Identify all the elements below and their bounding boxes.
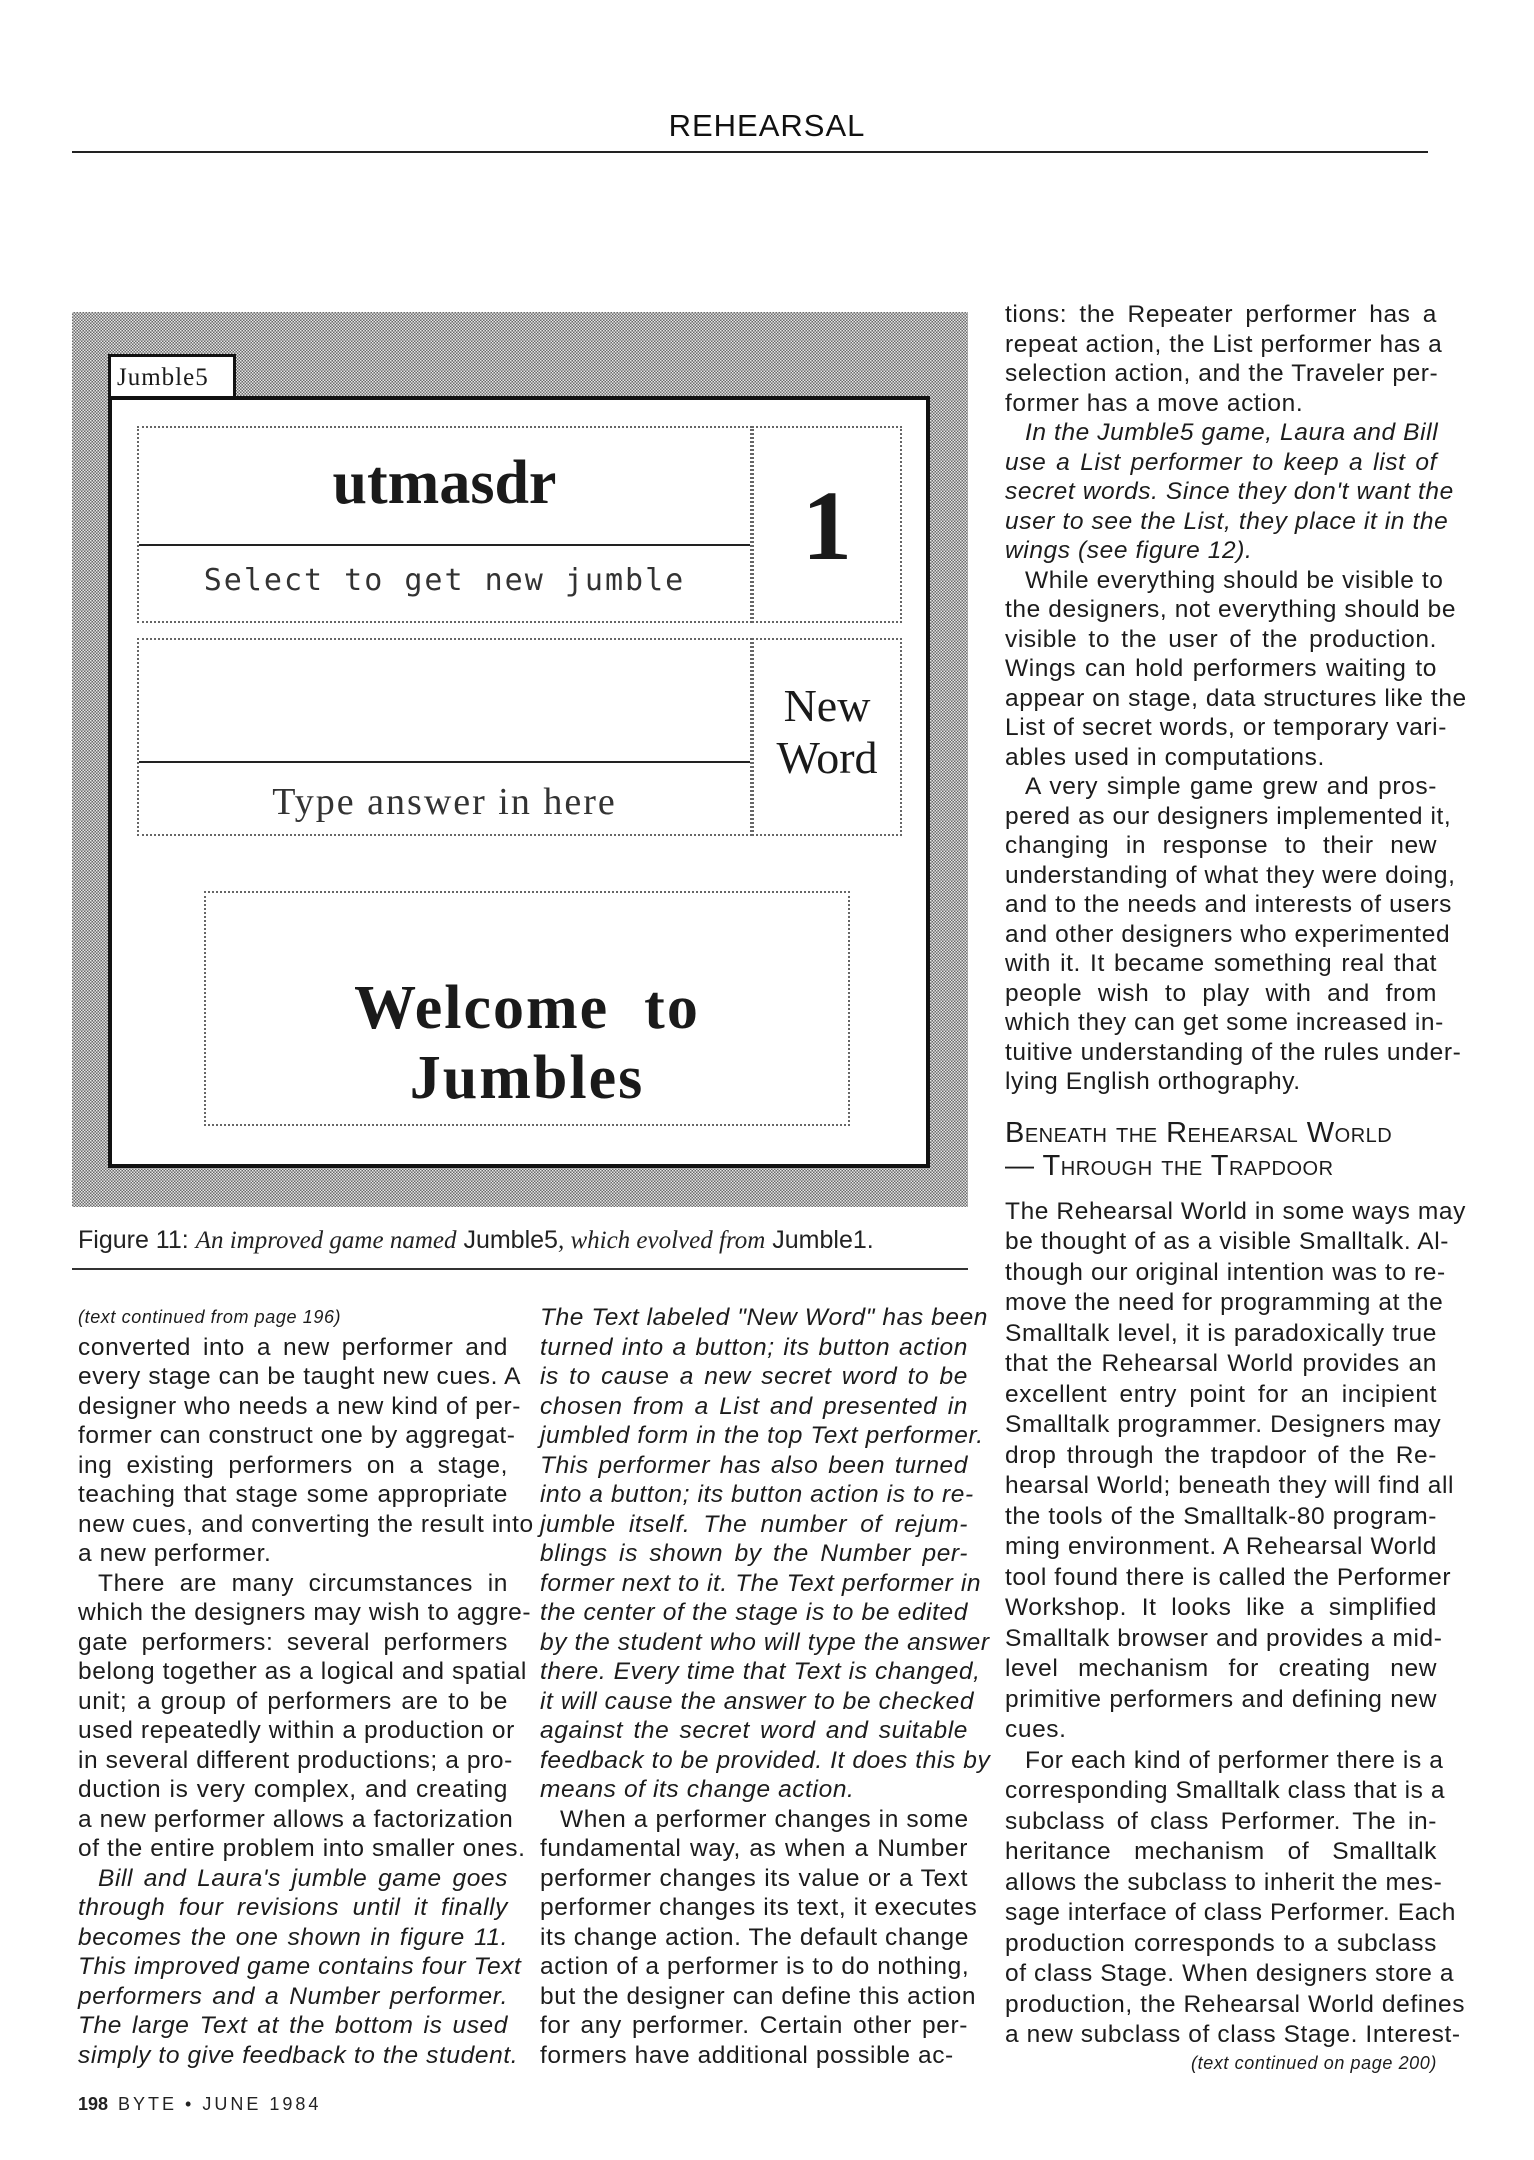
figure-jumble5-screenshot: [72, 312, 968, 1207]
text-line: former next to it. The Text performer in: [540, 1569, 982, 1597]
text-line: the tools of the Smalltalk-80 program-: [1005, 1502, 1437, 1530]
text-line: wings (see figure 12).: [1005, 537, 1253, 564]
text-line: of class Stage. When designers store a: [1005, 1960, 1455, 1987]
text-line: lying English orthography.: [1005, 1068, 1301, 1095]
text-line: the center of the stage is to be edited: [540, 1599, 968, 1626]
text-line: Wings can hold performers waiting to: [1005, 655, 1437, 682]
section-heading-line1: Beneath the Rehearsal World: [1005, 1116, 1393, 1149]
text-line: ing existing performers on a stage,: [78, 1451, 508, 1479]
text-line: teaching that stage some appropriate: [78, 1481, 508, 1508]
text-line: a new performer.: [78, 1540, 272, 1567]
jumbled-word: utmasdr: [332, 449, 557, 517]
text-line: This performer has also been turned: [540, 1451, 968, 1479]
stage-window: [108, 396, 930, 1168]
text-line: into a button; its button action is to re-: [540, 1481, 974, 1508]
divider: [139, 761, 750, 763]
text-line: corresponding Smalltalk class that is a: [1005, 1777, 1446, 1804]
text-line: For each kind of performer there is a: [1025, 1746, 1444, 1774]
text-line: Smalltalk browser and provides a mid-: [1005, 1624, 1443, 1652]
text-line: production, the Rehearsal World defines: [1005, 1990, 1466, 2018]
text-line: but the designer can define this action: [540, 1982, 977, 2010]
text-line: cues.: [1005, 1716, 1067, 1743]
text-line: designer who needs a new kind of per-: [78, 1392, 522, 1420]
figure-caption: [78, 1226, 874, 1255]
text-line: sage interface of class Performer. Each: [1005, 1899, 1456, 1926]
text-line: with it. It became something real that: [1005, 950, 1437, 977]
text-line: selection action, and the Traveler per-: [1005, 360, 1439, 387]
continued-from-note: (text continued from page 196): [78, 1307, 342, 1327]
text-line: level mechanism for creating new: [1005, 1655, 1437, 1682]
text-line: The Rehearsal World in some ways may: [1005, 1197, 1466, 1225]
text-line: primitive performers and defining new: [1005, 1685, 1437, 1713]
answer-input[interactable]: [139, 640, 750, 760]
text-line: converted into a new performer and: [78, 1333, 508, 1361]
text-line: jumble itself. The number of rejum-: [540, 1510, 968, 1538]
text-line: that the Rehearsal World provides an: [1005, 1350, 1437, 1377]
paragraph: [78, 1864, 522, 2071]
text-line: ming environment. A Rehearsal World: [1005, 1533, 1437, 1560]
text-line: tuitive understanding of the rules under-: [1005, 1038, 1462, 1066]
text-line: hearsal World; beneath they will find all: [1005, 1472, 1455, 1499]
paragraph: [1005, 566, 1467, 773]
text-line: performer changes its value or a Text: [540, 1864, 968, 1892]
text-line: feedback to be provided. It does this by: [540, 1746, 991, 1774]
text-line: turned into a button; its button action: [540, 1333, 968, 1361]
text-line: simply to give feedback to the student.: [78, 2041, 519, 2069]
text-line: tions: the Repeater performer has a: [1005, 301, 1437, 328]
text-line: through four revisions until it finally: [78, 1894, 508, 1921]
text-line: understanding of what they were doing,: [1005, 861, 1456, 889]
text-line: Smalltalk programmer. Designers may: [1005, 1411, 1442, 1438]
rejumble-count: 1: [802, 470, 852, 581]
text-line: every stage can be taught new cues. A: [78, 1363, 522, 1390]
answer-text-performer[interactable]: [137, 638, 752, 836]
text-line: which the designers may wish to aggre-: [78, 1599, 532, 1626]
caption-text: , which evolved from: [557, 1227, 766, 1254]
text-line: chosen from a List and presented in: [540, 1392, 968, 1420]
new-word-label-line2: Word: [776, 732, 878, 783]
text-line: user to see the List, they place it in the: [1005, 507, 1449, 535]
feedback-text-performer: [204, 891, 850, 1126]
text-line: jumbled form in the top Text performer.: [540, 1422, 984, 1449]
page-footer: [78, 2094, 321, 2115]
new-word-button[interactable]: [752, 638, 902, 836]
section-heading-line2: — Through the Trapdoor: [1005, 1149, 1334, 1182]
text-column-3: [1005, 300, 1467, 2074]
text-line: a new performer allows a factorization: [78, 1805, 514, 1833]
text-line: former can construct one by aggregat-: [78, 1422, 516, 1449]
continued-on-note: (text continued on page 200): [1191, 2052, 1437, 2073]
text-line: though our original intention was to re-: [1005, 1258, 1446, 1286]
feedback-line1: Welcome to: [354, 974, 700, 1042]
text-line: performer changes its text, it executes: [540, 1894, 978, 1921]
text-line: in several different productions; a pro-: [78, 1746, 513, 1774]
divider: [139, 544, 750, 546]
text-column-1: [78, 1303, 534, 2070]
text-line: visible to the user of the production.: [1005, 625, 1437, 653]
text-line: tool found there is called the Performer: [1005, 1563, 1452, 1591]
text-line: heritance mechanism of Smalltalk: [1005, 1838, 1437, 1865]
new-word-label-line1: New: [783, 680, 871, 731]
text-line: performers and a Number performer.: [78, 1982, 508, 2010]
text-line: This improved game contains four Text: [78, 1953, 522, 1980]
caption-name: Jumble5: [463, 1226, 558, 1254]
text-line: subclass of class Performer. The in-: [1005, 1807, 1437, 1835]
feedback-line2: Jumbles: [409, 1044, 645, 1112]
text-column-2: [540, 1303, 991, 2070]
text-line: changing in response to their new: [1005, 832, 1437, 859]
text-line: former has a move action.: [1005, 389, 1304, 417]
text-line: a new subclass of class Stage. Interest-: [1005, 2021, 1461, 2048]
paragraph: [1005, 1197, 1466, 1746]
caption-name: Jumble1.: [772, 1226, 874, 1254]
text-line: repeat action, the List performer has a: [1005, 330, 1443, 358]
text-line: there. Every time that Text is changed,: [540, 1658, 981, 1685]
running-head: REHEARSAL: [668, 108, 866, 143]
caption-label: Figure 11:: [78, 1226, 189, 1254]
text-line: blings is shown by the Number per-: [540, 1540, 968, 1567]
paragraph: [540, 1303, 991, 1805]
text-line: drop through the trapdoor of the Re-: [1005, 1441, 1437, 1469]
text-line: means of its change action.: [540, 1776, 855, 1803]
text-line: belong together as a logical and spatial: [78, 1658, 527, 1685]
text-line: allows the subclass to inherit the mes-: [1005, 1868, 1443, 1896]
text-line: fundamental way, as when a Number: [540, 1835, 968, 1862]
text-line: gate performers: several performers: [78, 1628, 508, 1656]
text-line: new cues, and converting the result into: [78, 1510, 534, 1538]
text-line: the designers, not everything should be: [1005, 596, 1457, 623]
text-line: be thought of as a visible Smalltalk. Al-: [1005, 1228, 1450, 1255]
rejumble-count-performer: [752, 426, 902, 623]
jumble-text-performer[interactable]: [137, 426, 752, 623]
paragraph: [1005, 300, 1443, 418]
text-line: appear on stage, data structures like the: [1005, 684, 1467, 712]
caption-rule: [72, 1268, 968, 1270]
page-number: 198: [78, 2094, 109, 2114]
text-line: use a List performer to keep a list of: [1005, 448, 1437, 476]
text-line: The large Text at the bottom is used: [78, 2012, 508, 2039]
text-line: people wish to play with and from: [1005, 979, 1437, 1007]
paragraph: [1005, 772, 1462, 1097]
window-title-tab[interactable]: Jumble5: [108, 354, 236, 396]
text-line: against the secret word and suitable: [540, 1717, 968, 1744]
text-line: of the entire problem into smaller ones.: [78, 1835, 526, 1862]
paragraph: [78, 1333, 534, 1569]
header-rule: [72, 151, 1428, 153]
text-line: and to the needs and interests of users: [1005, 891, 1452, 918]
magazine-issue: BYTE • JUNE 1984: [118, 2094, 322, 2114]
jumble-hint: Select to get new jumble: [203, 563, 686, 598]
text-line: which they can get some increased in-: [1005, 1009, 1444, 1036]
text-line: by the student who will type the answer: [540, 1628, 990, 1656]
paragraph: [1005, 418, 1454, 566]
text-line: excellent entry point for an incipient: [1005, 1380, 1437, 1408]
text-line: In the Jumble5 game, Laura and Bill: [1025, 419, 1439, 446]
text-line: action of a performer is to do nothing,: [540, 1953, 970, 1980]
text-line: unit; a group of performers are to be: [78, 1687, 508, 1715]
text-line: formers have additional possible ac-: [540, 2041, 954, 2069]
text-line: move the need for programming at the: [1005, 1289, 1444, 1316]
text-line: used repeatedly within a production or: [78, 1717, 515, 1744]
text-line: its change action. The default change: [540, 1923, 970, 1951]
text-line: Smalltalk level, it is paradoxically true: [1005, 1319, 1437, 1347]
text-line: becomes the one shown in figure 11.: [78, 1923, 508, 1951]
text-line: ables used in computations.: [1005, 743, 1325, 771]
text-line: production corresponds to a subclass: [1005, 1929, 1437, 1957]
caption-text: An improved game named: [195, 1227, 457, 1254]
text-line: is to cause a new secret word to be: [540, 1363, 968, 1390]
text-line: There are many circumstances in: [98, 1569, 508, 1597]
text-line: duction is very complex, and creating: [78, 1776, 508, 1803]
text-line: While everything should be visible to: [1025, 566, 1444, 594]
text-line: secret words. Since they don't want the: [1005, 478, 1454, 505]
text-line: When a performer changes in some: [560, 1805, 969, 1833]
text-line: pered as our designers implemented it,: [1005, 802, 1452, 830]
text-line: for any performer. Certain other per-: [540, 2012, 968, 2039]
text-line: Workshop. It looks like a simplified: [1005, 1594, 1437, 1621]
text-line: Bill and Laura's jumble game goes: [98, 1864, 508, 1892]
text-line: The Text labeled "New Word" has been: [540, 1304, 989, 1331]
text-line: List of secret words, or temporary vari-: [1005, 714, 1447, 741]
text-line: A very simple game grew and pros-: [1025, 773, 1437, 800]
answer-hint: Type answer in here: [272, 781, 617, 823]
paragraph: [540, 1805, 978, 2071]
section-heading: [1005, 1117, 1437, 1183]
text-line: it will cause the answer to be checked: [540, 1687, 975, 1715]
paragraph: [78, 1569, 532, 1864]
text-line: and other designers who experimented: [1005, 920, 1451, 948]
paragraph: [1005, 1746, 1466, 2051]
